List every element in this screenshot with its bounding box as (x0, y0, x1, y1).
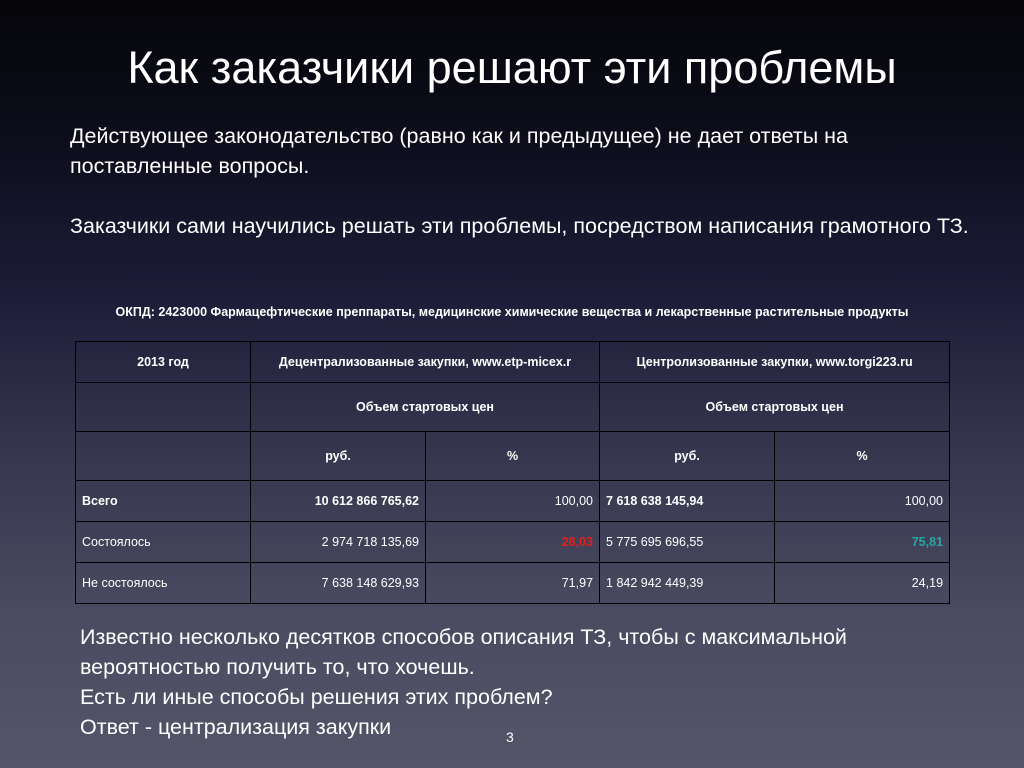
decentralized-pct-cell: 71,97 (426, 563, 600, 604)
decentralized-pct-cell: 28,03 (426, 522, 600, 563)
row-label: Состоялось (76, 522, 251, 563)
row-label: Всего (76, 481, 251, 522)
decentralized-subheader: Объем стартовых цен (251, 383, 600, 432)
decentralized-rub-cell: 2 974 718 135,69 (251, 522, 426, 563)
centralized-rub-cell: 5 775 695 696,55 (600, 522, 775, 563)
centralized-pct-cell: 100,00 (775, 481, 950, 522)
centralized-pct-cell: 75,81 (775, 522, 950, 563)
outro-line: Известно несколько десятков способов описания ТЗ, чтобы с максимальной вероятностью получить то, что хочешь. (80, 625, 847, 679)
outro-text (80, 622, 960, 742)
slide-number: 3 (506, 729, 514, 745)
row-label: Не состоялось (76, 563, 251, 604)
unit-pct: % (775, 432, 950, 481)
unit-pct: % (426, 432, 600, 481)
centralized-rub-cell: 7 618 638 145,94 (600, 481, 775, 522)
intro-paragraph: Заказчики сами научились решать эти проблемы, посредством написания грамотного ТЗ. (70, 214, 969, 238)
table-row (76, 481, 950, 522)
centralized-header: Центролизованные закупки, www.torgi223.ru (600, 342, 950, 383)
table-caption: ОКПД: 2423000 Фармацефтические преппараты, медицинские химические вещества и лекарственные растительные продукты (115, 305, 909, 319)
decentralized-rub-cell: 10 612 866 765,62 (251, 481, 426, 522)
year-header: 2013 год (76, 342, 251, 383)
table-units-row (76, 432, 950, 481)
slide-title: Как заказчики решают эти проблемы (127, 42, 897, 93)
intro-text (70, 121, 970, 241)
centralized-pct-cell: 24,19 (775, 563, 950, 604)
centralized-rub-cell: 1 842 942 449,39 (600, 563, 775, 604)
empty-cell (76, 383, 251, 432)
decentralized-rub-cell: 7 638 148 629,93 (251, 563, 426, 604)
unit-rub: руб. (600, 432, 775, 481)
outro-line: Ответ - централизация закупки (80, 715, 392, 739)
empty-cell (76, 432, 251, 481)
intro-paragraph: Действующее законодательство (равно как и предыдущее) не дает ответы на поставленные вопросы. (70, 124, 848, 178)
table-row (76, 563, 950, 604)
procurement-table (75, 341, 950, 604)
table-row (76, 522, 950, 563)
outro-line: Есть ли иные способы решения этих проблем? (80, 685, 553, 709)
table-header-row (76, 342, 950, 383)
centralized-subheader: Объем стартовых цен (600, 383, 950, 432)
decentralized-header: Децентрализованные закупки, www.etp-micex.r (251, 342, 600, 383)
table-subheader-row (76, 383, 950, 432)
decentralized-pct-cell: 100,00 (426, 481, 600, 522)
unit-rub: руб. (251, 432, 426, 481)
